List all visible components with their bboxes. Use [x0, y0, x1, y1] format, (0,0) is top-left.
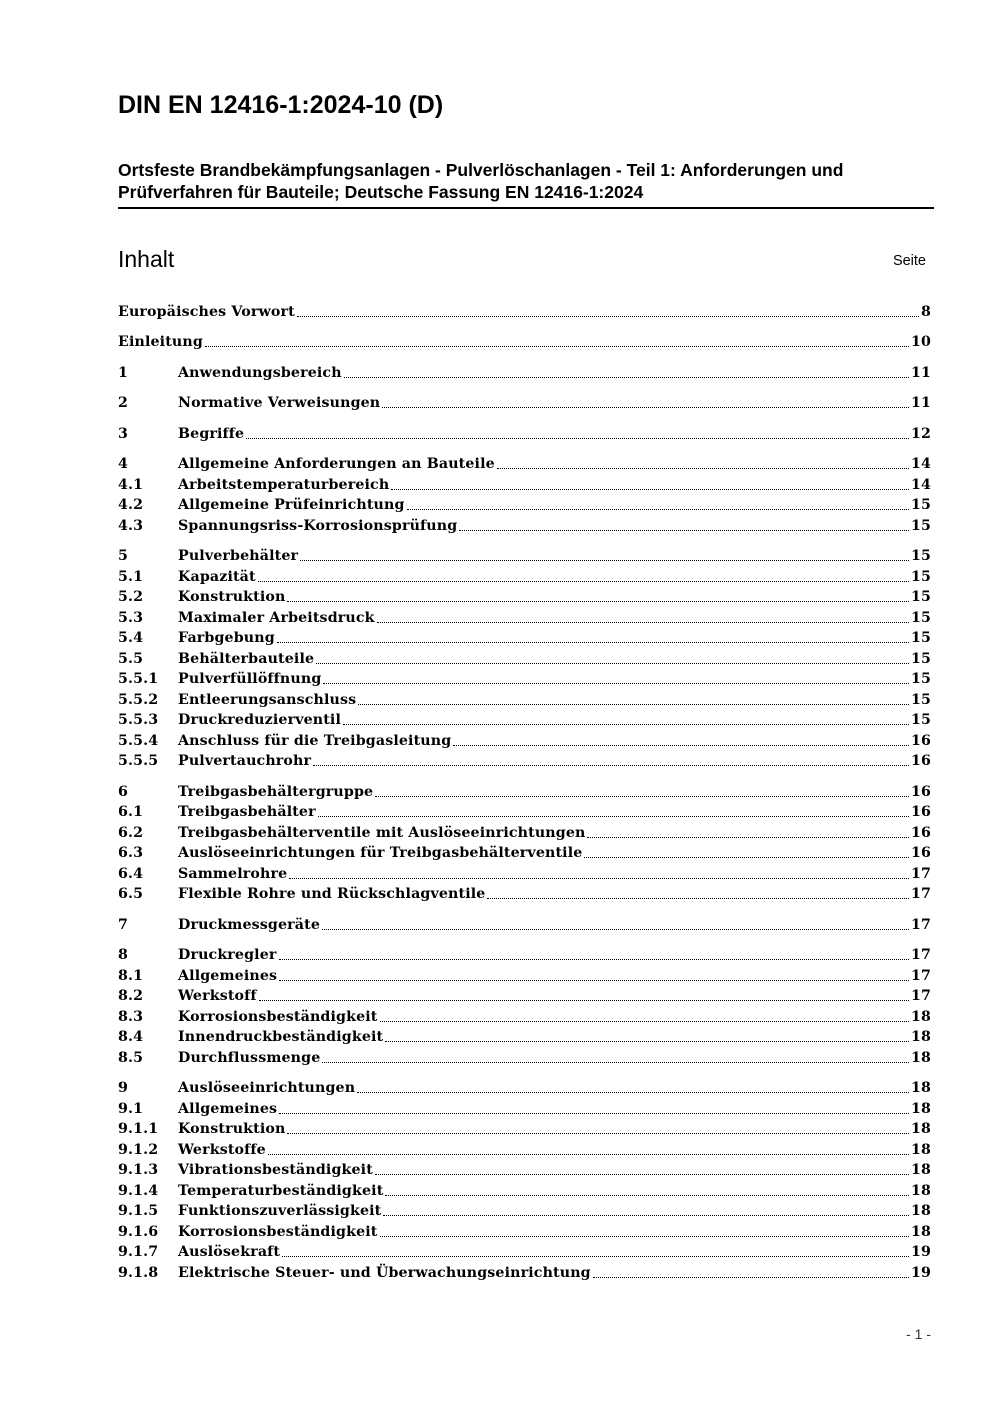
toc-entry-number: 9.1.3 [118, 1162, 159, 1178]
toc-entry-title: Allgemeine Anforderungen an Bauteile [178, 456, 495, 472]
toc-entry-number: 8.4 [118, 1029, 144, 1045]
toc-entry-number: 9.1.6 [118, 1224, 159, 1240]
toc-entry[interactable] [118, 1263, 931, 1283]
toc-entry-page: 15 [910, 518, 931, 534]
toc-entry-number: 5.1 [118, 569, 144, 585]
toc-entry-title: Anschluss für die Treibgasleitung [178, 733, 452, 749]
toc-entry-title: Entleerungsanschluss [178, 692, 357, 708]
toc-entry-number: 9.1.2 [118, 1142, 159, 1158]
toc-entry-number: 4.3 [118, 518, 144, 534]
toc-leader-dots [279, 957, 909, 960]
toc-entry-title: Druckmessgeräte [178, 917, 321, 933]
toc-entry-number: 5.4 [118, 630, 144, 646]
toc-entry-title: Innendruckbeständigkeit [178, 1029, 384, 1045]
toc-leader-dots [289, 876, 909, 879]
toc-entry[interactable] [118, 864, 931, 884]
toc-entry[interactable] [118, 1048, 931, 1068]
toc-entry-number: 9.1 [118, 1101, 144, 1117]
toc-page-label: Seite [892, 253, 926, 269]
toc-entry[interactable] [118, 567, 931, 587]
toc-entry[interactable] [118, 1027, 931, 1047]
toc-entry-page: 15 [910, 548, 931, 564]
toc-leader-dots [205, 344, 909, 347]
toc-entry[interactable] [118, 1099, 931, 1119]
toc-entry-number: 8.5 [118, 1050, 144, 1066]
toc-entry-page: 15 [910, 630, 931, 646]
toc-leader-dots [358, 702, 909, 705]
toc-leader-dots [313, 763, 909, 766]
toc-entry[interactable] [118, 546, 931, 566]
toc-entry-title: Druckreduzierventil [178, 712, 342, 728]
toc-entry[interactable] [118, 332, 931, 352]
toc-entry[interactable] [118, 1140, 931, 1160]
toc-entry-page: 16 [910, 753, 931, 769]
toc-entry-page: 15 [910, 497, 931, 513]
toc-leader-dots [497, 466, 909, 469]
toc-entry-number: 9.1.5 [118, 1203, 159, 1219]
toc-entry-number: 9.1.8 [118, 1265, 159, 1281]
toc-entry-title: Auslöseeinrichtungen [178, 1080, 356, 1096]
toc-entry-title: Pulverbehälter [178, 548, 299, 564]
toc-entry-page: 18 [910, 1101, 931, 1117]
toc-entry-page: 18 [910, 1029, 931, 1045]
toc-leader-dots [322, 1060, 909, 1063]
toc-entry-number: 6.1 [118, 804, 144, 820]
toc-entry-page: 16 [910, 845, 931, 861]
toc-leader-dots [593, 1275, 909, 1278]
toc-entry-number: 5.3 [118, 610, 144, 626]
toc-entry-page: 15 [910, 671, 931, 687]
toc-entry[interactable] [118, 1007, 931, 1027]
toc-leader-dots [259, 998, 909, 1001]
toc-leader-dots [375, 794, 909, 797]
toc-entry-title: Auslöseeinrichtungen für Treibgasbehälterventile [178, 845, 583, 861]
toc-entry-number: 5.5 [118, 651, 144, 667]
toc-entry-title: Werkstoff [178, 988, 257, 1004]
toc-entry-page: 16 [910, 825, 931, 841]
toc-entry-page: 18 [910, 1050, 931, 1066]
toc-entry-title: Druckregler [178, 947, 277, 963]
toc-entry-page: 15 [910, 712, 931, 728]
toc-entry-title: Korrosionsbeständigkeit [178, 1009, 378, 1025]
toc-entry-title: Auslösekraft [178, 1244, 281, 1260]
toc-entry[interactable] [118, 1242, 931, 1262]
toc-entry-page: 17 [910, 988, 931, 1004]
toc-entry-title: Vibrationsbeständigkeit [178, 1162, 373, 1178]
toc-entry-number: 4.2 [118, 497, 144, 513]
toc-entry-number: 8.1 [118, 968, 144, 984]
toc-entry-number: 5.5.5 [118, 753, 159, 769]
toc-entry-page: 18 [910, 1183, 931, 1199]
toc-entry[interactable] [118, 782, 931, 802]
toc-entry-title: Konstruktion [178, 1121, 286, 1137]
toc-entry-page: 12 [910, 426, 931, 442]
toc-leader-dots [300, 558, 909, 561]
toc-entry-title: Allgemeine Prüfeinrichtung [178, 497, 405, 513]
toc-entry-title: Korrosionsbeständigkeit [178, 1224, 378, 1240]
toc-header [118, 244, 926, 274]
toc-leader-dots [487, 896, 908, 899]
toc-entry-page: 14 [910, 477, 931, 493]
toc-leader-dots [380, 1019, 909, 1022]
toc-entry-number: 8 [118, 947, 129, 963]
toc-entry[interactable] [118, 669, 931, 689]
toc-entry-title: Allgemeines [178, 1101, 278, 1117]
toc-entry-title: Spannungsriss-Korrosionsprüfung [178, 518, 458, 534]
toc-entry-number: 7 [118, 917, 129, 933]
toc-entry-number: 6.2 [118, 825, 144, 841]
toc-entry[interactable] [118, 823, 931, 843]
document-title: Ortsfeste Brandbekämpfungsanlagen - Pulverlöschanlagen - Teil 1: Anforderungen und Prüfverfahren für Bauteile; Deutsche Fassung EN 12416-1:2024 [118, 159, 934, 209]
toc-leader-dots [391, 487, 909, 490]
toc-entry-number: 5 [118, 548, 129, 564]
toc-leader-dots [316, 661, 909, 664]
toc-entry-page: 15 [910, 569, 931, 585]
toc-entry[interactable] [118, 945, 931, 965]
toc-entry-title: Farbgebung [178, 630, 275, 646]
toc-entry-title: Durchflussmenge [178, 1050, 321, 1066]
toc-entry-number: 6.5 [118, 886, 144, 902]
toc-entry-number: 5.5.3 [118, 712, 159, 728]
page-number: - 1 - [906, 1326, 931, 1342]
toc-leader-dots [246, 436, 909, 439]
toc-leader-dots [375, 1172, 909, 1175]
toc-entry[interactable] [118, 731, 931, 751]
toc-leader-dots [258, 579, 909, 582]
toc-entry-number: 1 [118, 365, 129, 381]
toc-entry-title: Treibgasbehälter [178, 804, 316, 820]
toc-entry[interactable] [118, 424, 931, 444]
toc-entry-number: 8.3 [118, 1009, 144, 1025]
toc-entry-page: 17 [910, 886, 931, 902]
toc-leader-dots [407, 507, 909, 510]
toc-leader-dots [343, 722, 909, 725]
toc-entry[interactable] [118, 884, 931, 904]
toc-entry-title: Pulvertauchrohr [178, 753, 312, 769]
toc-entry[interactable] [118, 915, 931, 935]
toc-heading: Inhalt [118, 246, 175, 272]
toc-entry-page: 18 [910, 1009, 931, 1025]
toc-leader-dots [385, 1039, 909, 1042]
toc-leader-dots [380, 1234, 909, 1237]
toc-entry-page: 16 [910, 733, 931, 749]
toc-entry-number: 9.1.4 [118, 1183, 159, 1199]
toc-entry[interactable] [118, 608, 931, 628]
toc-entry[interactable] [118, 1119, 931, 1139]
toc-entry-page: 14 [910, 456, 931, 472]
toc-leader-dots [459, 528, 909, 531]
toc-leader-dots [587, 835, 908, 838]
toc-entry-number: 4.1 [118, 477, 144, 493]
toc-entry-title: Kapazität [178, 569, 256, 585]
toc-entry-number: 6.4 [118, 866, 144, 882]
toc-entry[interactable] [118, 495, 931, 515]
toc-entry[interactable] [118, 587, 931, 607]
toc-leader-dots [453, 743, 909, 746]
toc-entry-title: Konstruktion [178, 589, 286, 605]
toc-entry[interactable] [118, 1160, 931, 1180]
toc-leader-dots [279, 978, 909, 981]
toc-entry-number: 5.5.1 [118, 671, 159, 687]
toc-entry-title: Arbeitstemperaturbereich [178, 477, 390, 493]
toc-entry-title: Flexible Rohre und Rückschlagventile [178, 886, 486, 902]
toc-entry-title: Treibgasbehältergruppe [178, 784, 374, 800]
toc-entry-page: 11 [910, 395, 931, 411]
toc-entry[interactable] [118, 454, 931, 474]
toc-entry-title: Einleitung [118, 334, 203, 350]
toc-entry[interactable] [118, 710, 931, 730]
toc-entry-title: Treibgasbehälterventile mit Auslöseeinrichtungen [178, 825, 586, 841]
toc-entry-title: Elektrische Steuer- und Überwachungseinrichtung [178, 1265, 591, 1281]
toc-entry[interactable] [118, 986, 931, 1006]
toc-entry[interactable] [118, 649, 931, 669]
toc-entry-title: Sammelrohre [178, 866, 288, 882]
toc-leader-dots [344, 375, 909, 378]
toc-leader-dots [322, 927, 909, 930]
toc-entry-page: 15 [910, 692, 931, 708]
toc-entry[interactable] [118, 1181, 931, 1201]
toc-entry-page: 18 [910, 1142, 931, 1158]
toc-entry-page: 16 [910, 784, 931, 800]
toc-entry-title: Normative Verweisungen [178, 395, 381, 411]
toc-entry-number: 9 [118, 1080, 129, 1096]
toc-entry-page: 18 [910, 1080, 931, 1096]
toc-leader-dots [383, 1213, 909, 1216]
toc-entry-title: Maximaler Arbeitsdruck [178, 610, 375, 626]
toc-entry-page: 15 [910, 610, 931, 626]
toc-entry-number: 5.2 [118, 589, 144, 605]
toc-entry-page: 18 [910, 1224, 931, 1240]
document-id: DIN EN 12416-1:2024-10 (D) [118, 91, 444, 119]
toc-entry-page: 18 [910, 1203, 931, 1219]
toc-leader-dots [584, 855, 909, 858]
toc-entry-number: 4 [118, 456, 129, 472]
toc-entry-page: 17 [910, 917, 931, 933]
toc-leader-dots [357, 1090, 909, 1093]
toc-leader-dots [297, 314, 919, 317]
toc-entry-page: 11 [910, 365, 931, 381]
toc-entry[interactable] [118, 802, 931, 822]
toc-entry-number: 3 [118, 426, 129, 442]
toc-entry-number: 5.5.4 [118, 733, 159, 749]
toc-entry-title: Funktionszuverlässigkeit [178, 1203, 382, 1219]
toc-entry[interactable] [118, 690, 931, 710]
toc-leader-dots [318, 814, 909, 817]
toc-entry[interactable] [118, 1201, 931, 1221]
toc-entry-page: 19 [910, 1244, 931, 1260]
toc-leader-dots [377, 620, 909, 623]
toc-entry-page: 19 [910, 1265, 931, 1281]
toc-entry-page: 15 [910, 651, 931, 667]
toc-entry-page: 8 [920, 304, 931, 320]
toc-entry[interactable] [118, 751, 931, 771]
toc-entry-page: 18 [910, 1162, 931, 1178]
toc-entry-page: 15 [910, 589, 931, 605]
toc-entry-number: 6 [118, 784, 129, 800]
toc-leader-dots [287, 599, 908, 602]
toc-leader-dots [287, 1131, 908, 1134]
toc-entry-title: Pulverfüllöffnung [178, 671, 322, 687]
toc-entry-page: 10 [910, 334, 931, 350]
toc-leader-dots [385, 1193, 909, 1196]
toc-entry-title: Europäisches Vorwort [118, 304, 295, 320]
toc-entry-page: 17 [910, 866, 931, 882]
toc-entry[interactable] [118, 393, 931, 413]
toc-entry-number: 5.5.2 [118, 692, 159, 708]
toc-entry-title: Anwendungsbereich [178, 365, 342, 381]
toc-entry-page: 18 [910, 1121, 931, 1137]
toc-entry-page: 17 [910, 947, 931, 963]
toc-entry-title: Temperaturbeständigkeit [178, 1183, 384, 1199]
toc-entry-title: Begriffe [178, 426, 245, 442]
toc-leader-dots [268, 1152, 909, 1155]
toc-entry[interactable] [118, 843, 931, 863]
toc-leader-dots [282, 1254, 909, 1257]
toc-leader-dots [382, 405, 909, 408]
toc-entry-title: Werkstoffe [178, 1142, 266, 1158]
toc-entry[interactable] [118, 966, 931, 986]
toc-entry-title: Behälterbauteile [178, 651, 315, 667]
toc-entry[interactable] [118, 516, 931, 536]
toc-entry-number: 9.1.7 [118, 1244, 159, 1260]
toc-entry[interactable] [118, 363, 931, 383]
toc-entry[interactable] [118, 475, 931, 495]
toc-leader-dots [279, 1111, 909, 1114]
toc-entry-title: Allgemeines [178, 968, 278, 984]
toc-entry-page: 16 [910, 804, 931, 820]
toc-entry[interactable] [118, 628, 931, 648]
toc-entry[interactable] [118, 302, 931, 322]
toc-entry-number: 2 [118, 395, 129, 411]
toc-entry[interactable] [118, 1078, 931, 1098]
toc-entry-number: 8.2 [118, 988, 144, 1004]
toc-entry-number: 9.1.1 [118, 1121, 159, 1137]
toc-entry-page: 17 [910, 968, 931, 984]
toc-entry-number: 6.3 [118, 845, 144, 861]
toc-leader-dots [323, 681, 909, 684]
toc-entry[interactable] [118, 1222, 931, 1242]
toc-leader-dots [277, 640, 909, 643]
